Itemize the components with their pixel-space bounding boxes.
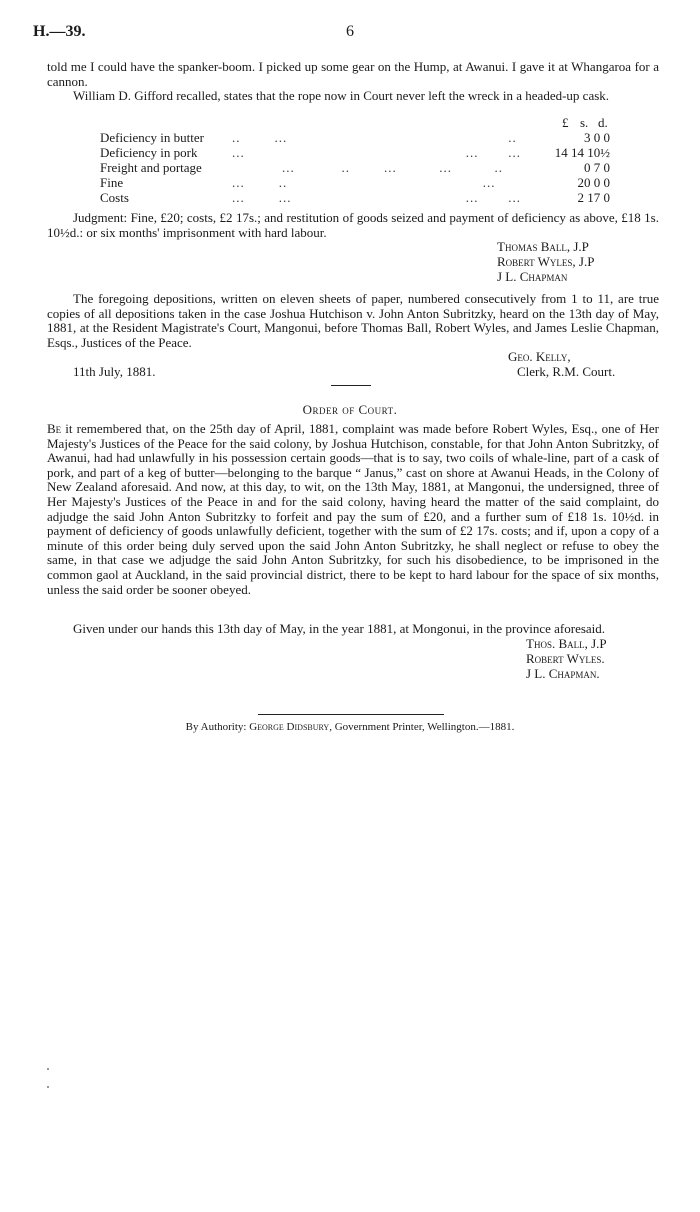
signature-line: J L. Chapman. (526, 666, 600, 681)
signature-line: Robert Wyles, J.P (497, 254, 595, 269)
clerk-title: Clerk, R.M. Court. (517, 364, 616, 379)
order-text: it remembered that, on the 25th day of April, 1881, complaint was made before Robert Wyles, Esq., one of Her Majesty's Justices of the Peace for the said colony, by Joshua Hutchison, constable, for that John Anton Subritzky, of Awanui, had had unlawfully in his possession certain goods—that is to say, two coils of whale-line, part of a cask of pork, and part of a keg of butter—belonging to the barque “ Janus,” cast on shore at Awanui Heads, in the Colony of New Zealand aforesaid. And now, at this day, to wit, on the 13th May, 1881, at Mangonui, the undersigned, three of Her Majesty's Justices of the Peace in and for the said colony, having heard the matter of the said complaint, do adjudge the said John Anton Subritzky to forfeit and pay the sum of £20, and a further sum of £18 1s. 10½d. in payment of deficiency of goods unlawfully deficient, together with the sum of £2 17s. costs; and if, upon a copy of a minute of this order being duly served upon the said John Anton Subritzky, he shall neglect or refuse to obey the same, in that case we adjudge the said John Anton Subritzky, for such his disobedience, to be imprisoned in the common gaol at Auckland, in the said provincial district, there to be kept to hard labour for the space of six months, unless the said order be sooner obeyed. (47, 421, 659, 597)
account-row (100, 190, 610, 204)
printer-imprint (0, 721, 700, 733)
account-row (100, 130, 610, 144)
leader-dots: ... ... ... (232, 145, 521, 160)
account-amount: 3 0 0 (584, 130, 610, 145)
order-title: Order of Court. (302, 402, 398, 417)
signature-line: Thomas Ball, J.P (497, 239, 589, 254)
margin-speck (47, 1068, 49, 1070)
account-amount: 14 14 10½ (554, 145, 610, 160)
leader-dots: .. ... .. (232, 130, 517, 145)
paragraph-testimony: told me I could have the spanker-boom. I picked up some gear on the Hump, at Awanui. I gave it at Whangaroa for a cannon. (47, 59, 659, 89)
paragraph-given: Given under our hands this 13th day of May, in the year 1881, at Mongonui, in the province aforesaid. (73, 621, 606, 636)
imprint-printer: George Didsbury (249, 721, 330, 733)
margin-speck (47, 1086, 49, 1088)
header-pounds: £ (562, 115, 569, 130)
account-amount: 2 17 0 (577, 190, 610, 205)
account-amount: 20 0 0 (577, 175, 610, 190)
paragraph-foregoing: The foregoing depositions, written on eleven sheets of paper, numbered consecutively from 1 to 11, are true copies of all depositions taken in the case Joshua Hutchison v. John Anton Subritzky, heard on the 13th day of May, 1881, at the Resident Magistrate's Court, Mangonui, before Thomas Ball, Robert Wyles, and James Leslie Chapman, Esqs., Justices of the Peace. (47, 291, 659, 350)
account-label: Deficiency in pork (100, 145, 198, 160)
account-label: Deficiency in butter (100, 130, 204, 145)
account-amount: 0 7 0 (584, 160, 610, 175)
account-label: Freight and portage (100, 160, 202, 175)
leader-dots: ... .. ... ... .. (282, 160, 503, 175)
signature-line: Thos. Ball, J.P (526, 636, 607, 651)
header-shillings: s. (580, 115, 589, 130)
document-reference: H.—39. (33, 23, 86, 40)
clerk-signature (508, 349, 615, 379)
imprint-prefix: By Authority: (185, 721, 250, 733)
page-number: 6 (346, 23, 354, 40)
clerk-name: Geo. Kelly, (508, 349, 571, 364)
signature-line: J L. Chapman (497, 269, 568, 284)
account-row (100, 160, 610, 174)
account-row (100, 175, 610, 189)
signature-block-order (526, 636, 607, 681)
paragraph-judgment: Judgment: Fine, £20; costs, £2 17s.; and restitution of goods seized and payment of deficiency as above, £18 1s. 10½d.: or six months' imprisonment with hard labour. (47, 210, 659, 240)
imprint-suffix: , Government Printer, Wellington.—1881. (329, 721, 515, 733)
leader-dots: ... .. ... (232, 175, 496, 190)
order-lead-word: Be (47, 421, 62, 436)
paragraph-order (47, 422, 659, 597)
paragraph-gifford: William D. Gifford recalled, states that the rope now in Court never left the wreck in a headed-up cask. (73, 88, 610, 103)
account-label: Fine (100, 175, 124, 190)
header-pence: d. (598, 115, 608, 130)
account-label: Costs (100, 190, 129, 205)
leader-dots: ... ... ... ... (232, 190, 521, 205)
signature-block-judgment (497, 239, 594, 284)
section-divider (331, 385, 371, 386)
account-row (100, 145, 610, 159)
certification-date: 11th July, 1881. (73, 364, 156, 379)
footer-rule (258, 714, 444, 715)
signature-line: Robert Wyles. (526, 651, 605, 666)
